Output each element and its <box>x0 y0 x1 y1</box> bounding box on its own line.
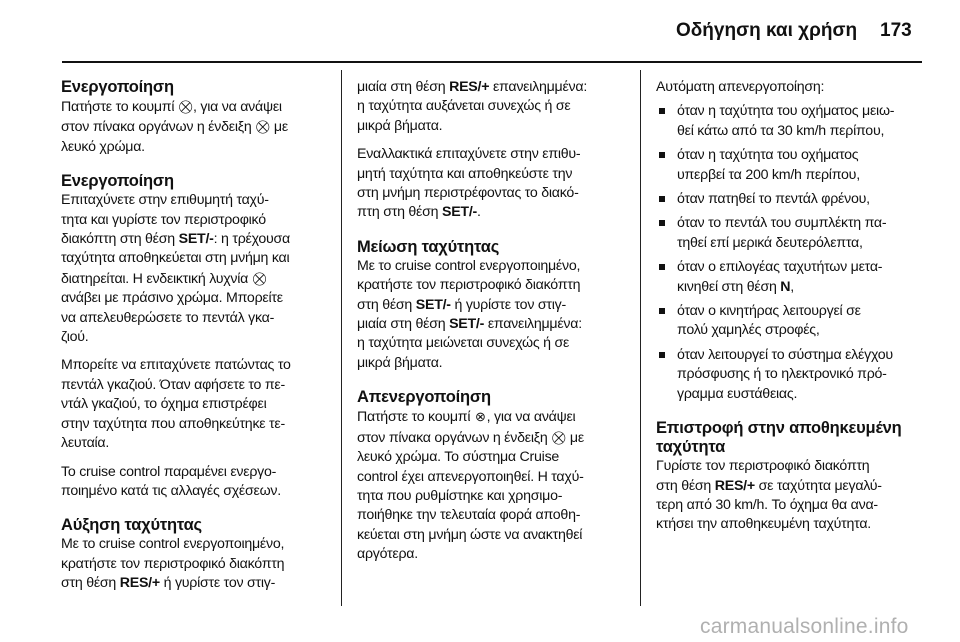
paragraph <box>61 356 331 453</box>
text-line: Γυρίστε τον περιστροφικό διακόπτη <box>656 458 870 475</box>
text: . <box>477 204 481 221</box>
switch-position: RES/+ <box>119 575 160 592</box>
text-line <box>357 203 629 222</box>
text-line: τηθεί επί μερικά δευτερόλεπτα, <box>677 234 863 251</box>
text-line: μητή ταχύτητα και αποθηκεύστε την <box>357 165 573 182</box>
cancel-icon: ⊗ <box>474 409 486 425</box>
text-line: Μπορείτε να επιταχύνετε πατώντας το <box>61 357 291 374</box>
gear-position: N <box>780 278 791 295</box>
text: μιαία στη θέση <box>357 316 446 333</box>
text-line: Το cruise control παραμένει ενεργο- <box>61 463 277 480</box>
text-line: ζιού. <box>61 329 89 346</box>
text-line: ταχύτητα αποθηκεύεται στη μνήμη και <box>61 250 290 267</box>
switch-position: SET/- <box>441 204 477 221</box>
text-line: γραμμα ευστάθειας. <box>677 385 798 402</box>
page-number: 173 <box>880 20 912 41</box>
text-line <box>61 230 331 249</box>
list-item <box>656 146 926 185</box>
text-line <box>61 269 331 289</box>
text-line: κεύεται στη μνήμη ώστε να ανακτηθεί <box>357 526 583 543</box>
text-line: όταν ο επιλογέας ταχυτήτων μετα- <box>677 259 883 276</box>
text-line: όταν ο κινητήρας λειτουργεί σε <box>677 303 861 320</box>
text-line: ποιήθηκε την τελευταία φορά αποθη- <box>357 507 581 524</box>
header-rule <box>62 61 922 63</box>
text-line: η ταχύτητα αυξάνεται συνεχώς ή σε <box>357 98 571 115</box>
list-item <box>656 102 926 141</box>
section-heading: Ενεργοποίηση <box>61 172 174 191</box>
text-line: υπερβεί τα 200 km/h περίπου, <box>677 166 860 183</box>
paragraph <box>61 463 331 502</box>
text: , <box>790 278 794 295</box>
bullet-list <box>656 102 926 404</box>
text: ή γυρίστε τον στιγ- <box>163 575 276 592</box>
watermark: carmanualsonline.info <box>700 615 909 638</box>
text: ή γυρίστε τον στιγ- <box>454 296 566 313</box>
list-item <box>656 214 926 253</box>
text-line: όταν πατηθεί το πεντάλ φρένου, <box>677 191 870 208</box>
text-line: κτήσει την αποθηκευμένη ταχύτητα. <box>656 516 871 533</box>
cruise-control-icon: ⛒ <box>256 119 270 135</box>
text: πτη στη θέση <box>357 204 439 221</box>
text: : η τρέχουσα <box>213 231 291 248</box>
text-line: λευκό χρώμα. <box>61 138 145 155</box>
text: μιαία στη θέση <box>357 79 446 95</box>
switch-position: SET/- <box>415 296 451 313</box>
paragraph <box>357 145 629 223</box>
section-heading: Απενεργοποίηση <box>357 388 491 407</box>
text: στον πίνακα οργάνων η ένδειξη <box>357 429 548 446</box>
list-item <box>656 346 926 404</box>
text-line: τητα που ρυθμίστηκε και χρησιμο- <box>357 487 563 504</box>
section-heading <box>656 419 926 457</box>
text: κινηθεί στη θέση <box>677 278 777 295</box>
paragraph <box>61 191 331 347</box>
section-heading: Μείωση ταχύτητας <box>357 237 500 256</box>
text-line <box>656 477 926 496</box>
text-line <box>357 315 629 334</box>
paragraph <box>61 535 331 593</box>
text: , για να ανάψει <box>486 409 576 426</box>
text-line: όταν η ταχύτητα του οχήματος <box>677 147 859 164</box>
column-3 <box>656 78 926 544</box>
text-line: τερη από 30 km/h. Το όχημα θα ανα- <box>656 496 878 513</box>
section-heading: Αύξηση ταχύτητας <box>61 516 202 535</box>
text-line: αργότερα. <box>357 546 418 563</box>
text-line: στη μνήμη περιστρέφοντας το διακό- <box>357 185 579 202</box>
cruise-control-icon: ⛒ <box>178 99 192 114</box>
text-line: λευκό χρώμα. Το σύστημα Cruise <box>357 449 560 466</box>
text: διατηρείται. Η ενδεικτική λυχνία <box>61 270 249 287</box>
text-line: control έχει απενεργοποιηθεί. Η ταχύ- <box>357 468 584 485</box>
text: στη θέση <box>656 477 712 494</box>
text-line <box>61 574 331 593</box>
text-line <box>61 97 331 117</box>
text: με <box>273 119 288 136</box>
section-heading: Ενεργοποίηση <box>61 78 174 96</box>
text-line: πεντάλ γκαζιού. Όταν αφήσετε το πε- <box>61 376 285 393</box>
text-line: ποιημένο κατά τις αλλαγές σχέσεων. <box>61 482 281 499</box>
text: Πατήστε το κουμπί <box>61 99 175 115</box>
text-line: όταν το πεντάλ του συμπλέκτη πα- <box>677 215 887 232</box>
switch-position: RES/+ <box>449 79 490 95</box>
text-line <box>677 278 926 297</box>
text-line: όταν λειτουργεί το σύστημα ελέγχου <box>677 346 893 363</box>
text-line: μικρά βήματα. <box>357 354 443 371</box>
text-line: η ταχύτητα μειώνεται συνεχώς ή σε <box>357 335 570 352</box>
list-item <box>656 258 926 297</box>
text-line <box>357 296 629 315</box>
list-item <box>656 190 926 209</box>
paragraph <box>357 78 629 136</box>
switch-position: SET/- <box>449 316 485 333</box>
paragraph <box>357 407 629 564</box>
text-line: να απελευθερώσετε το πεντάλ γκα- <box>61 309 275 326</box>
text-line <box>357 407 629 427</box>
cruise-control-icon: ⛒ <box>552 429 566 445</box>
text: σε ταχύτητα μεγαλύ- <box>758 477 882 494</box>
column-2 <box>357 78 629 574</box>
text-line: Με το cruise control ενεργοποιημένο, <box>357 257 581 274</box>
text-line: μικρά βήματα. <box>357 117 443 134</box>
text: στη θέση <box>61 575 117 592</box>
switch-position: SET/- <box>178 231 214 248</box>
column-1 <box>61 78 331 603</box>
heading-line: Επιστροφή στην αποθηκευμένη <box>656 419 902 438</box>
text-line <box>61 117 331 137</box>
text: επανειλημμένα: <box>487 316 582 333</box>
text: Πατήστε το κουμπί <box>357 409 471 426</box>
heading-line: ταχύτητα <box>656 438 726 457</box>
column-divider <box>640 70 641 606</box>
switch-position: RES/+ <box>714 477 755 494</box>
text-line: ντάλ γκαζιού, το όχημα επιστρέφει <box>61 396 267 413</box>
cruise-control-icon: ⛒ <box>252 270 266 286</box>
text: με <box>569 429 584 446</box>
paragraph <box>656 78 926 97</box>
text-line: τητα και γυρίστε τον περιστροφικό <box>61 211 266 228</box>
text-line: κρατήστε τον περιστροφικό διακόπτη <box>357 277 581 294</box>
text-line: πρόσφυσης ή το ηλεκτρονικό πρό- <box>677 366 887 383</box>
text-line: Με το cruise control ενεργοποιημένο, <box>61 536 285 553</box>
text-line: όταν η ταχύτητα του οχήματος μειω- <box>677 103 895 120</box>
text-line: Αυτόματη απενεργοποίηση: <box>656 79 825 95</box>
list-item <box>656 302 926 341</box>
text-line: κρατήστε τον περιστροφικό διακόπτη <box>61 555 285 572</box>
text-line: ανάβει με πράσινο χρώμα. Μπορείτε <box>61 290 283 307</box>
text: στον πίνακα οργάνων η ένδειξη <box>61 119 252 136</box>
text-line: θεί κάτω από τα 30 km/h περίπου, <box>677 122 885 139</box>
text-line <box>357 428 629 448</box>
text-line: στην ταχύτητα που αποθηκεύτηκε τε- <box>61 415 285 432</box>
paragraph <box>61 97 331 157</box>
text-line <box>357 78 629 97</box>
text: στη θέση <box>357 296 413 313</box>
text-line: Εναλλακτικά επιταχύνετε στην επιθυ- <box>357 146 581 163</box>
text: διακόπτη στη θέση <box>61 231 175 248</box>
paragraph <box>656 457 926 535</box>
page-title: Οδήγηση και χρήση <box>676 20 858 41</box>
text-line: πολύ χαμηλές στροφές, <box>677 322 820 339</box>
column-divider <box>341 70 342 606</box>
paragraph <box>357 257 629 373</box>
text-line: λευταία. <box>61 435 110 452</box>
text-line: Επιταχύνετε στην επιθυμητή ταχύ- <box>61 192 269 209</box>
text: , για να ανάψει <box>192 99 282 115</box>
text: επανειλημμένα: <box>492 79 588 95</box>
